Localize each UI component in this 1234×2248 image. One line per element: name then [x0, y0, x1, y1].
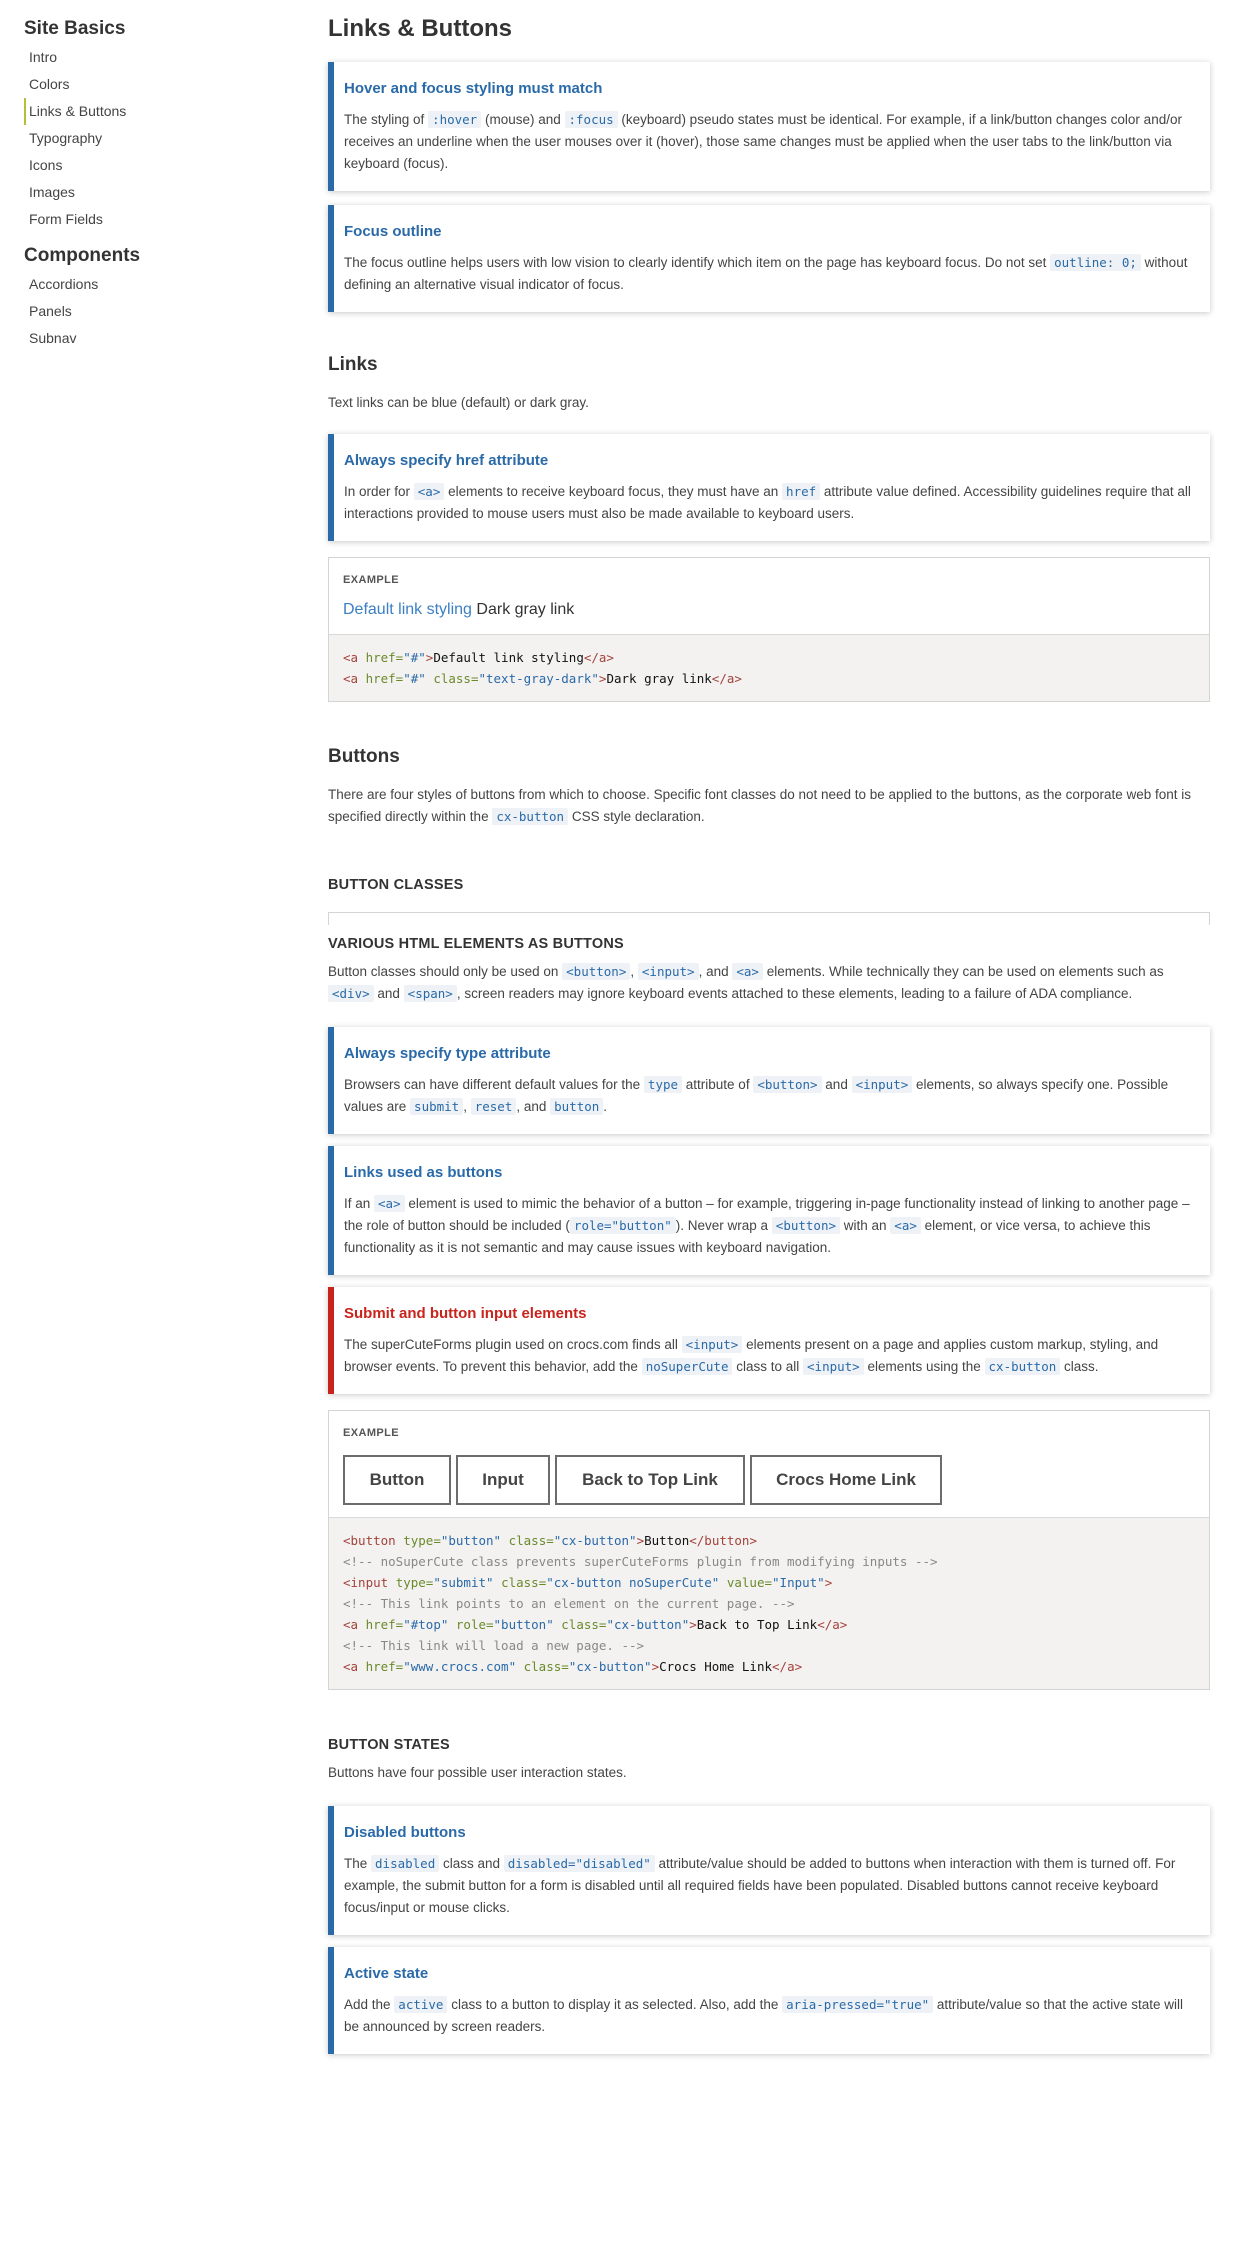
text: ). Never wrap a [675, 1218, 772, 1233]
text: attribute/value should be added to buttons when interaction with them is turned off. For example, the submit button for a form is disabled until all required fields have been populated. Disabled buttons cannot receive keyboard focus/input or mouse clicks. [344, 1856, 1176, 1915]
code-a: <a> [732, 963, 763, 980]
callout-links-as-buttons [328, 1146, 1210, 1275]
text: attribute value defined. Accessibility guidelines require that all interactions provided to mouse users must also be made available to keyboard users. [344, 484, 1191, 521]
text: elements to receive keyboard focus, they must have an [444, 484, 783, 499]
callout-title: Disabled buttons [344, 1824, 466, 1841]
code-token: Back to Top Link [696, 1617, 818, 1632]
dark-gray-link[interactable]: Dark gray link [476, 601, 575, 618]
code-href: href [782, 483, 820, 500]
links-example [328, 557, 1210, 702]
text: The focus outline helps users with low vision to clearly identify which item on the page has keyboard focus. Do not set [344, 255, 1051, 270]
code-token: </a> [711, 671, 742, 686]
code-input: <input> [803, 1358, 864, 1375]
callout-text [344, 1334, 1196, 1378]
code-input: <input> [682, 1336, 743, 1353]
callout-disabled [328, 1806, 1210, 1935]
text: In order for [344, 484, 414, 499]
sidebar-item-images[interactable]: Images [29, 184, 75, 200]
code-token: class= [553, 1617, 607, 1632]
text: . [603, 1099, 608, 1114]
text: CSS style declaration. [568, 809, 705, 824]
sidebar-item-intro[interactable]: Intro [29, 49, 58, 65]
code-token: > [689, 1617, 697, 1632]
code-reset: reset [471, 1098, 517, 1115]
code-token: <button [343, 1533, 404, 1548]
text: , and [698, 964, 733, 979]
code-token: "button" [440, 1533, 502, 1548]
code-token: class= [493, 1575, 547, 1590]
code-token: type= [403, 1533, 441, 1548]
nav-group-components [24, 243, 264, 352]
callout-active-state [328, 1947, 1210, 2054]
text: Add the [344, 1997, 395, 2012]
callout-title: Always specify href attribute [344, 452, 549, 469]
buttons-title: Buttons [328, 746, 400, 767]
code-focus: :focus [565, 111, 618, 128]
code-disabled: disabled [371, 1855, 439, 1872]
callout-hover-focus [328, 62, 1210, 191]
code-token: "#" [403, 650, 426, 665]
code-token: </a> [583, 650, 614, 665]
code-token: "submit" [433, 1575, 494, 1590]
text: class and [439, 1856, 504, 1871]
code-token: <input [343, 1575, 396, 1590]
text: and [821, 1077, 852, 1092]
code-token: </button> [689, 1533, 757, 1548]
button-classes-title: BUTTON CLASSES [328, 877, 464, 893]
code-input: <input> [638, 963, 699, 980]
code-hover: :hover [428, 111, 481, 128]
button-classes-box [328, 912, 1210, 925]
text: elements present on a page and applies custom markup, styling, and browser events. To prevent this behavior, add the [344, 1337, 1159, 1374]
text: elements using the [863, 1359, 985, 1374]
callout-title: Focus outline [344, 223, 442, 240]
code-token: "www.crocs.com" [403, 1659, 517, 1674]
code-token: role= [448, 1617, 494, 1632]
code-token: > [598, 671, 607, 686]
callout-text [344, 1853, 1196, 1919]
example-links [343, 598, 1195, 622]
code-token: href= [365, 671, 404, 686]
code-token: Button [644, 1533, 690, 1548]
code-token: Dark gray link [606, 671, 712, 686]
code-button: <button> [772, 1217, 840, 1234]
callout-text [344, 1074, 1196, 1118]
sidebar-item-typography[interactable]: Typography [29, 130, 103, 146]
callout-href [328, 434, 1210, 541]
callout-title: Submit and button input elements [344, 1305, 587, 1322]
text: element, or vice versa, to achieve this functionality as it is not semantic and may cause issues with keyboard navigation. [344, 1218, 1151, 1255]
code-nosupercute: noSuperCute [642, 1358, 733, 1375]
code-token: </a> [772, 1659, 803, 1674]
code-token: <a [343, 671, 366, 686]
code-token: href= [365, 650, 404, 665]
code-token: class= [425, 671, 479, 686]
main-content [328, 12, 1210, 2054]
links-intro: Text links can be blue (default) or dark gray. [328, 395, 589, 410]
text: attribute of [682, 1077, 754, 1092]
text: , [463, 1099, 471, 1114]
buttons-example [328, 1410, 1210, 1690]
sidebar-item-subnav[interactable]: Subnav [29, 330, 77, 346]
sidebar-item-accordions[interactable]: Accordions [29, 276, 99, 292]
callout-text [344, 1193, 1196, 1259]
code-token: "#" [403, 671, 426, 686]
code-role: role="button" [570, 1217, 676, 1234]
text: , [630, 964, 638, 979]
text: class to all [732, 1359, 804, 1374]
text: and [373, 986, 404, 1001]
code-button: <button> [562, 963, 630, 980]
code-token: > [824, 1575, 833, 1590]
example-preview [329, 1411, 1209, 1517]
buttons-intro [328, 784, 1210, 828]
callout-text [344, 1994, 1196, 2038]
page-title: Links & Buttons [328, 15, 512, 42]
buttons-code-block [329, 1517, 1209, 1689]
code-token: "cx-button" [606, 1617, 690, 1632]
code-token: class= [501, 1533, 554, 1548]
code-token: <a [343, 650, 366, 665]
links-code-block [329, 634, 1209, 701]
text: , and [516, 1099, 551, 1114]
code-a: <a> [890, 1217, 921, 1234]
text: (mouse) and [481, 112, 565, 127]
text: elements, so always specify one. Possible values are [344, 1077, 1169, 1114]
code-token: "cx-button noSuperCute" [546, 1575, 720, 1590]
sidebar-item-form-fields[interactable]: Form Fields [29, 211, 103, 227]
code-token: > [636, 1533, 645, 1548]
code-input: <input> [852, 1076, 913, 1093]
callout-title: Hover and focus styling must match [344, 80, 603, 97]
code-token: "cx-button" [553, 1533, 637, 1548]
text: elements. While technically they can be used on elements such as [762, 964, 1164, 979]
code-token: class= [516, 1659, 569, 1674]
code-token: <!-- This link points to an element on the current page. --> [343, 1596, 795, 1611]
callout-title: Links used as buttons [344, 1164, 503, 1181]
sidebar-item-links-buttons[interactable]: Links & Buttons [24, 98, 264, 125]
example-label: EXAMPLE [343, 1427, 399, 1439]
links-title: Links [328, 354, 378, 375]
code-token: > [651, 1659, 660, 1674]
code-token: type= [395, 1575, 434, 1590]
code-token: </a> [817, 1617, 848, 1632]
various-elements-text [328, 961, 1210, 1005]
code-a: <a> [374, 1195, 405, 1212]
various-elements-title: VARIOUS HTML ELEMENTS AS BUTTONS [328, 936, 624, 952]
code-token: "cx-button" [568, 1659, 652, 1674]
button-example[interactable]: Button [343, 1455, 451, 1505]
sidebar-item-panels[interactable]: Panels [29, 303, 72, 319]
crocs-home-link[interactable]: Crocs Home Link [750, 1455, 942, 1505]
callout-submit-input [328, 1287, 1210, 1394]
text: Browsers can have different default values for the [344, 1077, 644, 1092]
text: without defining an alternative visual indicator of focus. [344, 255, 1188, 292]
text: class. [1060, 1359, 1099, 1374]
code-div: <div> [328, 985, 374, 1002]
text: The superCuteForms plugin used on crocs.com finds all [344, 1337, 682, 1352]
code-aria-pressed: aria-pressed="true" [782, 1996, 933, 2013]
callout-title: Always specify type attribute [344, 1045, 551, 1062]
code-token: href= [365, 1659, 404, 1674]
default-link[interactable]: Default link styling [343, 601, 472, 618]
text: (keyboard) pseudo states must be identical. For example, if a link/button changes color and/or receives an underline when the user mouses over it (hover), those same changes must be applied when the user tabs to the link/button via keyboard (focus). [344, 112, 1182, 171]
back-to-top-link[interactable]: Back to Top Link [555, 1455, 745, 1505]
sidebar-item-icons[interactable]: Icons [29, 157, 63, 173]
code-token: value= [719, 1575, 773, 1590]
sidebar [24, 16, 264, 362]
text: If an [344, 1196, 375, 1211]
code-outline: outline: 0; [1050, 254, 1141, 271]
code-token: "#top" [403, 1617, 449, 1632]
nav-group-site-basics [24, 16, 264, 233]
callout-text [344, 252, 1196, 296]
code-cx-button: cx-button [492, 808, 568, 825]
callout-focus-outline [328, 205, 1210, 312]
nav-heading: Site Basics [24, 18, 126, 39]
text: There are four styles of buttons from which to choose. Specific font classes do not need to be applied to the buttons, as the corporate web font is specified directly within the [328, 787, 1191, 824]
callout-text [344, 481, 1196, 525]
code-token: <!-- This link will load a new page. --> [343, 1638, 645, 1653]
code-submit: submit [410, 1098, 463, 1115]
button-row [343, 1455, 1195, 1505]
code-type: type [644, 1076, 682, 1093]
text: The styling of [344, 112, 429, 127]
code-token: <a [343, 1617, 366, 1632]
button-states-intro: Buttons have four possible user interaction states. [328, 1765, 627, 1780]
code-span: <span> [404, 985, 457, 1002]
text: with an [840, 1218, 891, 1233]
nav-heading: Components [24, 245, 141, 266]
code-token: "Input" [772, 1575, 825, 1590]
code-token: Crocs Home Link [659, 1659, 773, 1674]
code-token: <!-- noSuperCute class prevents superCuteForms plugin from modifying inputs --> [343, 1554, 938, 1569]
code-cx-button: cx-button [985, 1358, 1061, 1375]
callout-text [344, 109, 1196, 175]
code-button: <button> [753, 1076, 821, 1093]
button-states-title: BUTTON STATES [328, 1737, 450, 1753]
text: class to a button to display it as selected. Also, add the [447, 1997, 783, 2012]
code-token: Default link styling [433, 650, 584, 665]
sidebar-item-colors[interactable]: Colors [29, 76, 70, 92]
callout-type-attribute [328, 1027, 1210, 1134]
code-active: active [394, 1996, 447, 2013]
text: attribute/value so that the active state will be announced by screen readers. [344, 1997, 1184, 2034]
code-a: <a> [414, 483, 445, 500]
text: element is used to mimic the behavior of a button – for example, triggering in-page functionality instead of linking to another page – the role of button should be included ( [344, 1196, 1190, 1233]
callout-title: Active state [344, 1965, 429, 1982]
code-button-value: button [550, 1098, 603, 1115]
text: , screen readers may ignore keyboard events attached to these elements, leading to a failure of ADA compliance. [456, 986, 1133, 1001]
example-label: EXAMPLE [343, 574, 399, 586]
example-preview [329, 558, 1209, 634]
code-token: > [425, 650, 434, 665]
code-token: <a [343, 1659, 366, 1674]
code-token: "text-gray-dark" [478, 671, 599, 686]
code-token: href= [365, 1617, 404, 1632]
code-token: "button" [493, 1617, 554, 1632]
text: The [344, 1856, 372, 1871]
input-example[interactable]: Input [456, 1455, 550, 1505]
code-disabled-attr: disabled="disabled" [504, 1855, 655, 1872]
text: Button classes should only be used on [328, 964, 563, 979]
